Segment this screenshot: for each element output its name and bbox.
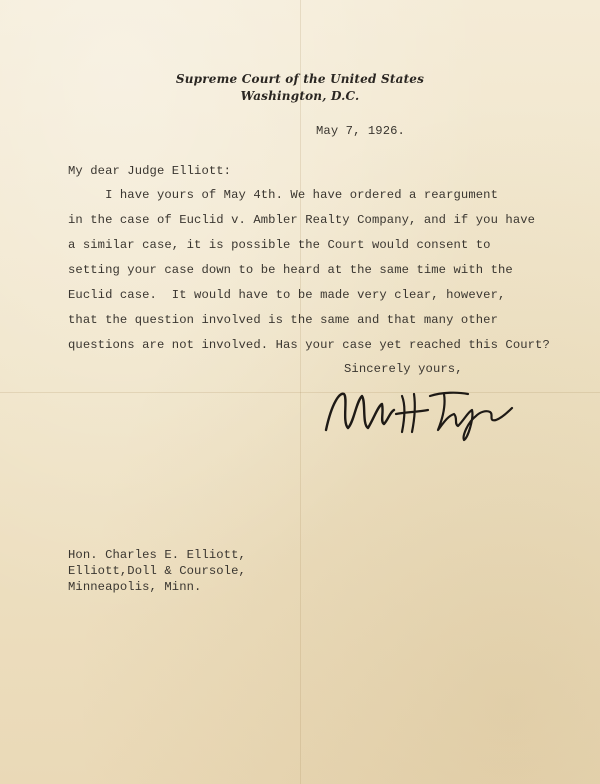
address-line: Minneapolis, Minn. — [68, 580, 202, 594]
body-line: questions are not involved. Has your case yet reached this Court? — [68, 338, 550, 352]
body-line: a similar case, it is possible the Court would consent to — [68, 238, 491, 252]
closing: Sincerely yours, — [344, 362, 463, 376]
body-line: setting your case down to be heard at the same time with the — [68, 263, 513, 277]
letter-date: May 7, 1926. — [316, 124, 405, 138]
letterhead-court: Supreme Court of the United States — [175, 72, 425, 86]
signature — [318, 382, 518, 442]
letterhead-city: Washington, D.C. — [240, 89, 360, 103]
body-line: Euclid case. It would have to be made very clear, however, — [68, 288, 506, 302]
body-line: that the question involved is the same and that many other — [68, 313, 498, 327]
address-line: Hon. Charles E. Elliott, — [68, 548, 246, 562]
address-line: Elliott,Doll & Coursole, — [68, 564, 246, 578]
salutation: My dear Judge Elliott: — [68, 164, 232, 178]
body-line: in the case of Euclid v. Ambler Realty Company, and if you have — [68, 213, 536, 227]
body-line: I have yours of May 4th. We have ordered a reargument — [68, 188, 498, 202]
